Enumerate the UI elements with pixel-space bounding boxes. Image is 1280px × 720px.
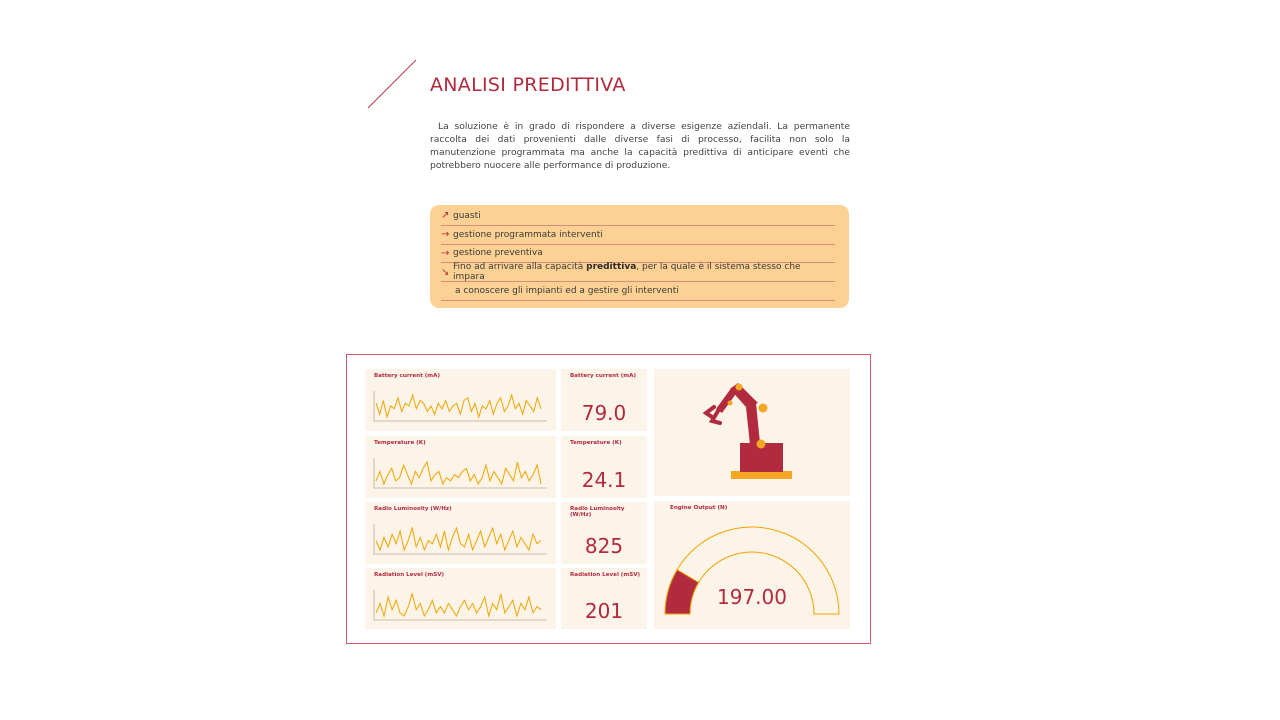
sparkline-card [365, 436, 556, 498]
list-item-text: gestione preventiva [453, 248, 543, 259]
card-label: Temperature (K) [570, 440, 622, 446]
list-item-text: gestione programmata interventi [453, 229, 603, 240]
intro-paragraph [430, 120, 850, 172]
arrow-right-icon: → [441, 229, 450, 241]
value-card [561, 568, 647, 629]
card-label: Battery current (mA) [374, 373, 441, 379]
card-label: Radiation Level (mSV) [374, 572, 445, 578]
dashboard-frame [346, 354, 871, 644]
benefits-box [430, 205, 849, 308]
emphasis-predittiva: predittiva [586, 262, 637, 273]
sparkline-chart [365, 369, 556, 431]
sparkline-axis [374, 524, 547, 554]
sparkline-series [376, 462, 541, 484]
gauge-value: 197.00 [717, 585, 787, 609]
page-title: ANALISI PREDITTIVA [430, 74, 626, 96]
list-item [441, 282, 835, 301]
list-item-text: a conoscere gli impianti ed a gestire gli interventi [455, 286, 679, 297]
metric-value: 24.1 [581, 468, 627, 492]
arrow-up-right-icon: ↗ [441, 210, 450, 222]
card-label: Temperature (K) [374, 440, 426, 446]
sparkline-card [365, 568, 556, 629]
gauge-chart [654, 501, 850, 629]
gauge-fill [665, 570, 699, 614]
list-item-text: guasti [453, 210, 481, 221]
list-item [441, 207, 835, 226]
value-card [561, 369, 647, 431]
value-card [561, 436, 647, 498]
list-item [441, 226, 835, 245]
card-label: Radio Luminosity (W/Hz) [570, 506, 625, 518]
card-label: Radio Luminosity (W/Hz) [374, 506, 452, 512]
sparkline-chart [365, 568, 556, 629]
sparkline-series [376, 395, 541, 417]
intro-text: La soluzione è in grado di rispondere a diverse esigenze aziendali. La permanente raccolta dei dati provenienti dalle diverse fasi di processo, facilita non solo la manutenzione programmata ma anche la capacità predittiva di anticipare eventi che potrebbero nuocere alle performance di produzione. [430, 121, 850, 171]
card-label: Battery current (mA) [570, 373, 637, 379]
metric-value: 201 [584, 599, 624, 623]
card-label: Engine Output (N) [670, 505, 728, 511]
sparkline-series [376, 528, 541, 550]
value-card [561, 502, 647, 564]
list-item [441, 263, 835, 282]
sparkline-axis [374, 458, 547, 488]
gauge-card [654, 501, 850, 629]
sparkline-chart [365, 436, 556, 498]
arrow-down-right-icon: ↘ [441, 266, 450, 278]
sparkline-card [365, 502, 556, 564]
metric-value: 825 [584, 534, 624, 558]
arrow-right-icon: → [441, 247, 450, 259]
sparkline-chart [365, 502, 556, 564]
sparkline-axis [374, 590, 547, 620]
robot-arm-icon [654, 369, 850, 496]
list-item [441, 245, 835, 264]
sparkline-series [376, 594, 541, 616]
sparkline-card [365, 369, 556, 431]
metric-value: 79.0 [581, 401, 627, 425]
list-item-text: Fino ad arrivare alla capacità predittiva, per la quale è il sistema stesso che impara [453, 262, 801, 283]
robot-card [654, 369, 850, 496]
decorative-diagonal-line [366, 58, 418, 110]
card-label: Radiation Level (mSV) [570, 572, 641, 578]
